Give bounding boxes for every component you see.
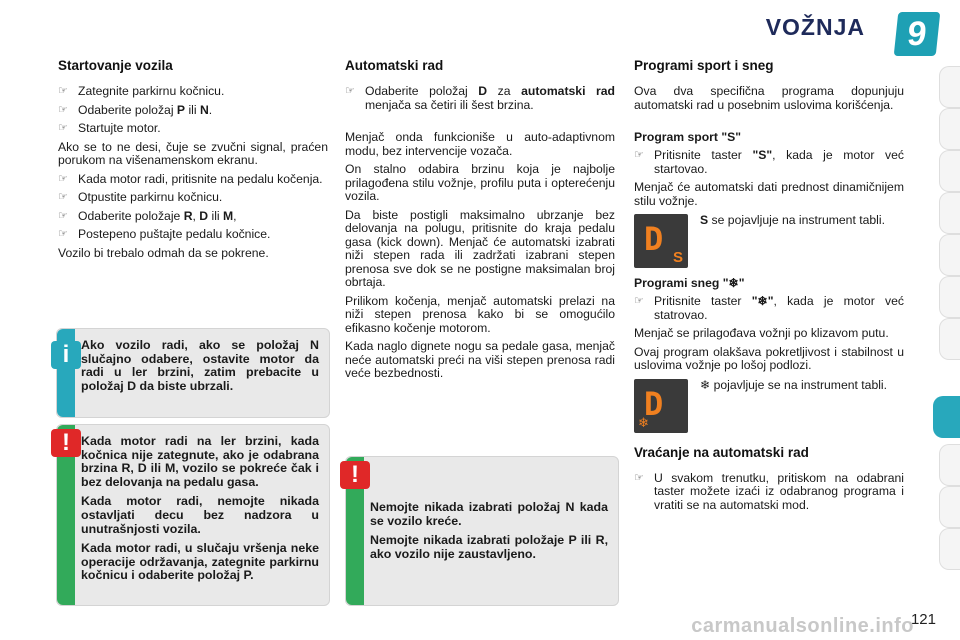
section-title-return: Vraćanje na automatski rad	[634, 444, 809, 460]
chapter-tab[interactable]	[939, 528, 960, 570]
bullet-item: ☞ Pritisnite taster "❄", kada je motor već statrovao.	[634, 294, 904, 322]
bullet-item: ☞ Pritisnite taster "S", kada je motor već startovao.	[634, 148, 904, 176]
exclamation-icon: !	[340, 461, 370, 489]
finger-pointer-icon: ☞	[58, 209, 68, 222]
chapter-tab[interactable]	[939, 486, 960, 528]
chapter-tabs	[938, 66, 960, 586]
finger-pointer-icon: ☞	[634, 471, 644, 484]
sport-mode-indicator-icon: D S	[634, 214, 688, 268]
bullet-item: ☞ Zategnite parkirnu kočnicu.	[58, 84, 225, 98]
column-start	[58, 58, 328, 265]
finger-pointer-icon: ☞	[58, 85, 68, 97]
chapter-number-badge: 9	[894, 12, 941, 56]
finger-pointer-icon: ☞	[345, 85, 355, 97]
info-box	[56, 328, 330, 418]
chapter-tab[interactable]	[939, 66, 960, 108]
warning-paragraph: Kada motor radi, nemojte nikada ostavljati decu bez nadzora u unutrašnjosti vozila.	[81, 494, 319, 536]
snow-indicator-row	[634, 379, 904, 433]
chapter-tab[interactable]	[939, 276, 960, 318]
chapter-tab[interactable]	[939, 444, 960, 486]
chapter-tab[interactable]	[939, 318, 960, 360]
paragraph: Vozilo bi trebalo odmah da se pokrene.	[58, 245, 269, 260]
finger-pointer-icon: ☞	[58, 228, 68, 240]
finger-pointer-icon: ☞	[58, 122, 68, 134]
bullet-item: ☞ Odaberite položaj P ili N.	[58, 102, 213, 117]
finger-pointer-icon: ☞	[58, 103, 68, 116]
bullet-item: ☞ Odaberite položaj D za automatski rad menjača sa četiri ili šest brzina.	[345, 84, 615, 112]
paragraph: Menjač se prilagođava vožnji po klizavom putu.	[634, 326, 889, 340]
bullet-item: ☞ Startujte motor.	[58, 121, 161, 135]
paragraph: Ako se to ne desi, čuje se zvučni signal, praćen porukom na višenamenskom ekranu.	[58, 139, 328, 167]
chapter-tab[interactable]	[939, 234, 960, 276]
column-programs	[634, 58, 904, 517]
paragraph: Kada naglo dignete nogu sa pedale gasa, menjač neće automatski preći na viši stepen prenosa radi veće bezbednosti.	[345, 339, 615, 380]
header-bar	[0, 0, 960, 53]
section-title-start: Startovanje vozila	[58, 58, 173, 73]
warning-paragraph: Nemojte nikada izabrati položaje P ili R, ako vozilo nije zaustavljeno.	[370, 533, 609, 561]
bullet-item: ☞ U svakom trenutku, pritiskom na odabrani taster možete izaći iz odabranog programa i vratiti se na automatski mod.	[634, 470, 904, 512]
bullet-item: ☞ Odaberite položaje R, D ili M,	[58, 208, 237, 223]
warning-box	[56, 424, 330, 606]
snow-heading: Programi sneg "❄"	[634, 276, 745, 290]
finger-pointer-icon: ☞	[58, 191, 68, 203]
chapter-tab-active[interactable]	[933, 396, 960, 438]
snow-mode-indicator-icon: D ❄	[634, 379, 688, 433]
chapter-tab[interactable]	[939, 192, 960, 234]
paragraph-group	[345, 131, 615, 381]
info-icon: i	[51, 341, 81, 369]
indicator-caption: ❄ pojavljuje se na instrument tabli.	[700, 377, 888, 392]
section-title-automatic: Automatski rad	[345, 58, 444, 73]
paragraph: Menjač će automatski dati prednost dinamičnijem stilu vožnje.	[634, 180, 904, 208]
paragraph: Menjač onda funkcioniše u auto-adaptivnom modu, bez intervencije vozača.	[345, 130, 615, 158]
chapter-tab[interactable]	[939, 150, 960, 192]
warning-paragraph: Nemojte nikada izabrati položaj N kada se vozilo kreće.	[370, 500, 609, 528]
bullet-item: ☞ Otpustite parkirnu kočnicu.	[58, 190, 223, 204]
watermark: carmanualsonline.info	[691, 615, 914, 637]
paragraph: On stalno odabira brzinu koja je najbolje prilagođena stilu vožnje, profilu puta i opterećenju vozila.	[345, 162, 615, 203]
warning-text	[81, 435, 319, 589]
section-title-programs: Programi sport i sneg	[634, 58, 774, 73]
warning-text	[370, 501, 608, 567]
finger-pointer-icon: ☞	[634, 149, 644, 161]
finger-pointer-icon: ☞	[58, 172, 68, 185]
warning-box-mid	[345, 456, 619, 606]
indicator-caption: S se pojavljuje na instrument tabli.	[700, 213, 885, 227]
bullet-list	[58, 173, 328, 242]
finger-pointer-icon: ☞	[634, 295, 644, 307]
bullet-item: ☞ Postepeno puštajte pedalu kočnice.	[58, 227, 271, 241]
warning-paragraph: Kada motor radi, u slučaju vršenja neke operacije održavanja, zategnite parkirnu kočnicu i odaberite položaj P.	[81, 541, 319, 583]
chapter-title: VOŽNJA	[765, 14, 865, 40]
paragraph: Prilikom kočenja, menjač automatski prelazi na niži stepen prenosa kako bi se omogućilo efikasno kočenje motorom.	[345, 293, 615, 335]
sport-heading: Program sport "S"	[634, 130, 742, 144]
paragraph: Da biste postigli maksimalno ubrzanje bez delovanja na polugu, pritisnite do kraja pedalu gasa (kick down). Menjač će automatski izabrati niži stepen rada ili zadržati izabrani stepen prenosa sve dok se ne postigne maksimalan broj obrtaja.	[345, 207, 615, 289]
info-text: Ako vozilo radi, ako se položaj N slučajno odabere, ostavite motor da radi u ler brzini, zatim prebacite u položaj D da biste ubrzali.	[81, 338, 319, 393]
page-number: 121	[910, 611, 936, 628]
paragraph: Ova dva specifična programa dopunjuju automatski rad u posebnim uslovima korišćenja.	[634, 84, 904, 112]
bullet-item: ☞ Kada motor radi, pritisnite na pedalu kočenja.	[58, 171, 323, 186]
warning-paragraph: Kada motor radi na ler brzini, kada kočnica nije zategnute, ako je odabrana brzina R, D ili M, vozilo se pokreće čak i bez delovanja na pedalu gasa.	[81, 434, 319, 489]
column-automatic	[345, 58, 615, 386]
bullet-list	[58, 85, 328, 136]
paragraph: Ovaj program olakšava pokretljivost i stabilnost u uslovima vožnje po lošoj podlozi.	[634, 344, 904, 372]
chapter-tab[interactable]	[939, 108, 960, 150]
exclamation-icon: !	[51, 429, 81, 457]
sport-indicator-row	[634, 214, 904, 268]
